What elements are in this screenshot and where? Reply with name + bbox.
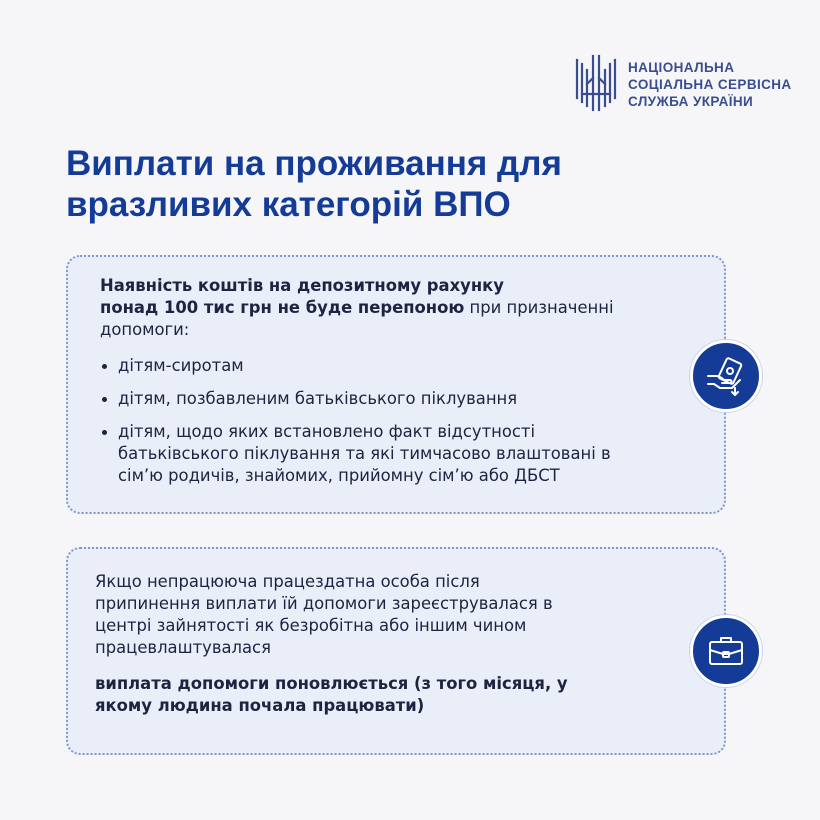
- title-line-1: Виплати на проживання для: [66, 144, 562, 183]
- employment-conclusion: [95, 673, 684, 717]
- brand-logo: [574, 54, 792, 114]
- title-line-2: вразливих категорій ВПО: [66, 185, 511, 224]
- list-item-line: дітям, щодо яких встановлено факт відсутності: [118, 422, 536, 441]
- paragraph-line: центрі зайнятості як безробітна або іншим чином: [95, 616, 527, 635]
- trident-logo-icon: [574, 54, 618, 114]
- brand-line-2: СОЦІАЛЬНА СЕРВІСНА: [628, 76, 792, 92]
- hand-money-badge: [690, 340, 762, 412]
- list-item: [100, 421, 684, 487]
- hand-money-icon: [704, 354, 748, 398]
- conclusion-line: виплата допомоги поновлюється (з того місяця, у: [95, 674, 568, 693]
- paragraph-line: працевлаштувалася: [95, 638, 271, 657]
- briefcase-badge: [690, 615, 762, 687]
- brand-name: [628, 59, 792, 110]
- list-item: [100, 355, 684, 377]
- deposit-intro: [100, 275, 684, 341]
- employment-info-card: [66, 547, 726, 755]
- briefcase-icon: [705, 630, 747, 672]
- list-item-line: батьківського піклування та які тимчасово влаштовані в: [118, 444, 611, 463]
- conclusion-line: якому людина почала працювати): [95, 696, 425, 715]
- employment-paragraph: [95, 571, 684, 659]
- brand-line-3: СЛУЖБА УКРАЇНИ: [628, 93, 754, 109]
- brand-line-1: НАЦІОНАЛЬНА: [628, 59, 735, 75]
- page-title: [66, 143, 766, 225]
- deposit-line-3: допомоги:: [100, 320, 190, 339]
- deposit-normal-text: при призначенні: [464, 298, 614, 317]
- list-item-line: дітям-сиротам: [118, 356, 244, 375]
- deposit-bold-line-1: Наявність коштів на депозитному рахунку: [100, 276, 504, 295]
- list-item-line: дітям, позбавленим батьківського піклування: [118, 389, 518, 408]
- list-item-line: сім’ю родичів, знайомих, прийомну сім’ю або ДБСТ: [118, 466, 560, 485]
- list-item: [100, 388, 684, 410]
- deposit-bold-line-2: понад 100 тис грн не буде перепоною: [100, 298, 465, 317]
- paragraph-line: припинення виплати їй допомоги зареєструвалася в: [95, 594, 553, 613]
- deposit-info-card: [66, 255, 726, 514]
- paragraph-line: Якщо непрацююча працездатна особа після: [95, 572, 480, 591]
- eligible-list: [100, 355, 684, 487]
